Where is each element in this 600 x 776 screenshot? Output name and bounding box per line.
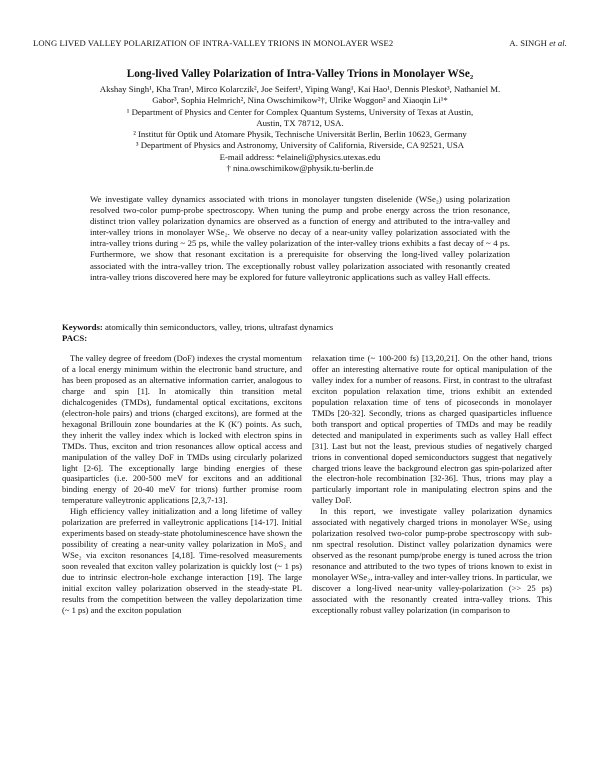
email-2: † nina.owschimikow@physik.tu-berlin.de (226, 163, 374, 174)
running-title: LONG LIVED VALLEY POLARIZATION OF INTRA-VALLEY TRIONS IN MONOLAYER WSE2 (33, 38, 394, 48)
pacs-label: PACS: (62, 333, 88, 343)
affiliation-1-line-2: Austin, TX 78712, USA. (256, 117, 344, 128)
paragraph: High efficiency valley initialization and a long lifetime of valley polarization are preferred in valleytronic applications [14-17]. Initial experiments based on steady-state photoluminescence have shown the possibility of creating a near-unity valley polarization in MoS₂ and WSe₂ via exciton resonances [4,18]. Time-resolved measurements soon revealed that exciton valley polarization is quickly lost (~ 1 ps) due to intrinsic electron-hole exchange interaction [19]. The large initial exciton valley polarization observed in the steady-state PL results from the competition between the valley depolarization time (~ 1 ps) and the exciton population (62, 506, 302, 615)
affiliation-3: ³ Department of Physics and Astronomy, University of California, Riverside, CA 92521, USA (135, 140, 465, 151)
abstract: We investigate valley dynamics associated with trions in monolayer tungsten diselenide (WSe₂) using polarization resolved two-color pump-probe spectroscopy. When tuning the pump and probe energy across the trion resonance, distinct trion valley polarization dynamics are observed as a function of energy and attributed to the intra-valley and inter-valley trions in monolayer WSe₂. We observe no decay of a near-unity valley polarization associated with the intra-valley trions during ~ 25 ps, while the valley polarization of the inter-valley trions exhibits a fast decay of ~ 4 ps. Furthermore, we show that resonant excitation is a prerequisite for observing the long-lived valley polarization associated with the intra-valley trion. The exceptionally robust valley polarization associated with resonantly created intra-valley trions discovered here may be explored for future valleytronic applications such as valley Hall effects. (90, 194, 510, 282)
running-author: A. SINGH et al. (509, 38, 567, 48)
keywords-label: Keywords: (62, 322, 103, 332)
affiliation-1-line-1: ¹ Department of Physics and Center for Complex Quantum Systems, University of Texas at Austin, (126, 106, 474, 117)
body-column-right (312, 353, 552, 616)
paragraph: relaxation time (~ 100-200 fs) [13,20,21]. On the other hand, trions offer an interesting alternative route for optical manipulation of the valley index for a number of reasons. First, in contrast to the ultrafast exciton population relaxation time, trions exhibit an extended population relaxation time of tens of picoseconds in monolayer TMDs [20-32]. Secondly, trions as charged quasiparticles influence both transport and optical properties of TMDs and may be readily detected and manipulated in experiments such as valley Hall effect [31]. Last but not the least, previous studies of negatively charged trions in conventional doped semiconductors suggest that negatively charged trions leave the background electron gas spin-polarized after the electron-hole recombination [32-36]. Thus, trions may play a particularly important role in manipulating electron spins and the valley DoF. (312, 353, 552, 506)
affiliation-2: ² Institut für Optik und Atomare Physik, Technische Universität Berlin, Berlin 10623, Germany (133, 129, 467, 140)
paragraph: In this report, we investigate valley polarization dynamics associated with negatively charged trions in monolayer WSe₂ using polarization resolved two-color pump-probe spectroscopy with sub-nm spectral resolution. Distinct valley polarization dynamics were observed as the resonant pump/probe energy is tuned across the trion resonance and attributed to the two types of trions known to exist in monolayer WSe₂, intra-valley and inter-valley trions. In particular, we discover a long-lived near-unity valley-polarization (>> 25 ps) associated with the resonantly created intra-valley trions. This exceptionally robust valley polarization (in comparison to (312, 506, 552, 615)
author-list-line-1: Akshay Singh¹, Kha Tran¹, Mirco Kolarczik², Joe Seifert¹, Yiping Wang¹, Kai Hao¹, Dennis Pleskot³, Nathaniel M. (99, 84, 501, 94)
paragraph: The valley degree of freedom (DoF) indexes the crystal momentum of a local energy minimum within the electronic band structure, and has been proposed as an alternative information carrier, analogous to charge and spin [1]. In atomically thin transition metal dichalcogenides (TMDs), fundamental optical excitations, excitons (electron-hole pairs) and trions (charged excitons), are formed at the hexagonal Brillouin zone boundaries at the K (K′) points. As such, they inherit the valley index which is locked with electron spins in TMDs. Thus, exciton and trion resonances allow optical access and manipulation of the valley DoF in TMDs using circularly polarized light [2-6]. The exceptionally large binding energies of these quasiparticles (i.e. 200-500 meV for excitons and an additional binding energy of 20-40 meV for trions) further promise room temperature valleytronic applications [2,3,7-13]. (62, 353, 302, 506)
running-header (33, 38, 567, 48)
paper-title: Long-lived Valley Polarization of Intra-Valley Trions in Monolayer WSe₂ (126, 68, 474, 80)
author-list-line-2: Gabor³, Sophia Helmrich², Nina Owschimikow²†, Ulrike Woggon² and Xiaoqin Li¹* (152, 95, 448, 106)
body-column-left (62, 353, 302, 616)
keywords-text: atomically thin semiconductors, valley, trions, ultrafast dynamics (102, 322, 334, 332)
keywords (62, 322, 333, 332)
author-affiliation-block (70, 84, 530, 174)
email-1: E-mail address: *elaineli@physics.utexas.edu (219, 151, 381, 162)
